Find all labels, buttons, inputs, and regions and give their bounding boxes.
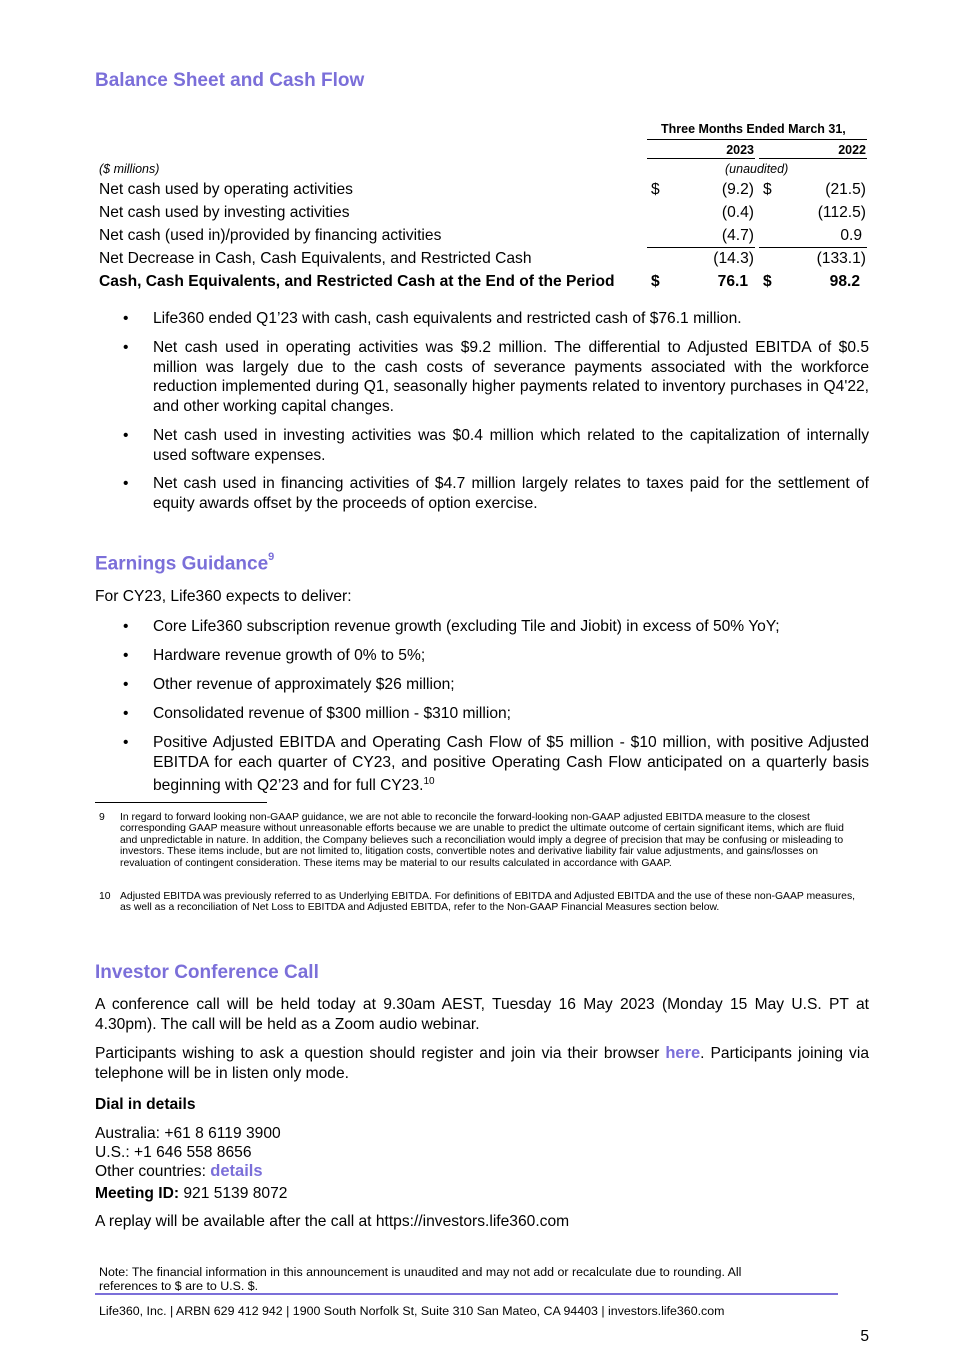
table-cell-2023: (4.7)	[721, 227, 754, 244]
year2-rule	[759, 158, 867, 159]
us-number: U.S.: +1 646 558 8656	[95, 1144, 252, 1161]
footnote-divider	[95, 802, 267, 803]
other-countries: Other countries: details	[95, 1162, 263, 1180]
bullet-icon: •	[123, 310, 129, 327]
list-item: • Net cash used in investing activities was $0.4 million which related to the capitalization of internally used software expenses.	[123, 427, 869, 464]
table-cell-2022: (112.5)	[817, 204, 866, 221]
table-cell-2022: 98.2	[829, 273, 860, 290]
here-link[interactable]: here	[665, 1044, 701, 1062]
australia-number: Australia: +61 8 6119 3900	[95, 1125, 281, 1142]
table-row-label: Net cash used by investing activities	[99, 204, 350, 221]
list-item: • Positive Adjusted EBITDA and Operating Cash Flow of $5 million - $10 million, with positive Adjusted EBITDA for each quarter of CY23, and positive Operating Cash Flow anticipated on a quarterly basis beginning with Q2’23 and for full CY23.10	[123, 734, 869, 795]
bullet-icon: •	[123, 475, 129, 492]
table-row-label: Net Decrease in Cash, Cash Equivalents, and Restricted Cash	[99, 250, 532, 267]
bullet-icon: •	[123, 427, 129, 444]
list-item: • Consolidated revenue of $300 million - $310 million;	[123, 705, 512, 722]
subtotal-rule-2023	[647, 247, 755, 248]
footnote-10: 10 Adjusted EBITDA was previously referred to as Underlying EBITDA. For definitions of EBITDA and Adjusted EBITDA and the use of these non-GAAP measures, as well as a reconciliation of Net Loss to EBITDA and Adjusted EBITDA, refer to the Non-GAAP Financial Measures section below.	[99, 891, 856, 914]
units-label: ($ millions)	[99, 162, 160, 176]
table-cell-2022: (133.1)	[816, 250, 866, 267]
guidance-intro: For CY23, Life360 expects to deliver:	[95, 588, 352, 605]
subtotal-rule-2022	[759, 247, 867, 248]
table-cell-2023: (0.4)	[721, 204, 754, 221]
table-cell-2022: 0.9	[840, 227, 862, 244]
list-item: • Net cash used in financing activities of $4.7 million largely relates to taxes paid for the settlement of equity awards offset by the proceeds of option exercise.	[123, 475, 869, 512]
bullet-icon: •	[123, 734, 129, 751]
table-cell-dollar: $	[651, 181, 660, 198]
table-cell-2023: (9.2)	[721, 181, 754, 198]
bullet-icon: •	[123, 705, 129, 722]
bullet-icon: •	[123, 647, 129, 664]
list-item: • Core Life360 subscription revenue growth (excluding Tile and Jiobit) in excess of 50% YoY;	[123, 618, 780, 635]
earnings-guidance-heading: Earnings Guidance$^9$	[95, 551, 275, 575]
footnote-ref: 9	[268, 551, 275, 563]
footer-divider	[95, 1293, 838, 1295]
cash-flow-table	[95, 120, 870, 300]
page-number: 5	[860, 1328, 869, 1345]
list-item: • Life360 ended Q1’23 with cash, cash equivalents and restricted cash of $76.1 million.	[123, 310, 742, 327]
investor-para-1: A conference call will be held today at 9.30am AEST, Tuesday 16 May 2023 (Monday 15 May U.S. PT at 4.30pm). The call will be held as a Zoom audio webinar.	[95, 996, 869, 1033]
header-rule	[647, 139, 867, 140]
financial-note: Note: The financial information in this announcement is unaudited and may not add or recalculate due to rounding. All references to $ are to U.S. $.	[99, 1265, 742, 1293]
table-cell-2023: (14.3)	[713, 250, 754, 267]
unaudited-label: (unaudited)	[725, 162, 789, 176]
page-footer: Life360, Inc. | ARBN 629 412 942 | 1900 South Norfolk St, Suite 310 San Mateo, CA 94403 | investors.life360.com	[99, 1304, 725, 1318]
dial-in-heading: Dial in details	[95, 1096, 196, 1113]
table-row-label: Net cash used by operating activities	[99, 181, 353, 198]
investor-para-2: Participants wishing to ask a question should register and join via their browser here. Participants joining via telephone will be in listen only mode.	[95, 1044, 869, 1082]
balance-sheet-heading: Balance Sheet and Cash Flow	[95, 70, 365, 91]
bullet-icon: •	[123, 618, 129, 635]
table-cell-2023: 76.1	[717, 273, 748, 290]
bullet-icon: •	[123, 339, 129, 356]
meeting-id: Meeting ID: 921 5139 8072	[95, 1185, 288, 1202]
footnote-9: 9 In regard to forward looking non-GAAP guidance, we are not able to reconcile the forward-looking non-GAAP adjusted EBITDA measure to the closest corresponding GAAP measure without unreasonable efforts because we are unable to predict the ultimate outcome of certain significant items, which are fluid and unpredictable in nature. In addition, the Company believes such a reconciliation would imply a degree of precision that may be confusing or misleading to investors. These items include, but are not limited to, litigation costs, convertible notes and derivative liability fair value adjustments, and gains/losses on revaluation of contingent consideration. These items may be material to our results calculated in accordance with GAAP.	[99, 812, 844, 869]
table-cell-2022: (21.5)	[825, 181, 866, 198]
year1-rule	[647, 158, 755, 159]
replay-text: A replay will be available after the call at https://investors.life360.com	[95, 1213, 570, 1230]
table-cell-dollar: $	[763, 181, 772, 198]
table-cell-dollar: $	[651, 273, 660, 290]
list-item: • Other revenue of approximately $26 million;	[123, 676, 455, 693]
table-cell-dollar: $	[763, 273, 772, 290]
table-row-label: Net cash (used in)/provided by financing activities	[99, 227, 442, 244]
bullet-icon: •	[123, 676, 129, 693]
list-item: • Hardware revenue growth of 0% to 5%;	[123, 647, 426, 664]
list-item: • Net cash used in operating activities was $9.2 million. The differential to Adjusted EBITDA of $0.5 million was largely due to the cash costs of severance payments associated with the workforce reduction implemented during Q1, seasonally higher payments related to inventory purchases in Q4'22, and other working capital changes.	[123, 339, 869, 415]
details-link[interactable]: details	[210, 1162, 263, 1180]
footnote-ref: 10	[423, 776, 435, 787]
year-2023-header: 2023	[726, 143, 754, 157]
year-2022-header: 2022	[838, 143, 866, 157]
table-row-label: Cash, Cash Equivalents, and Restricted Cash at the End of the Period	[99, 273, 615, 290]
investor-call-heading: Investor Conference Call	[95, 962, 319, 983]
period-header: Three Months Ended March 31,	[661, 122, 846, 136]
